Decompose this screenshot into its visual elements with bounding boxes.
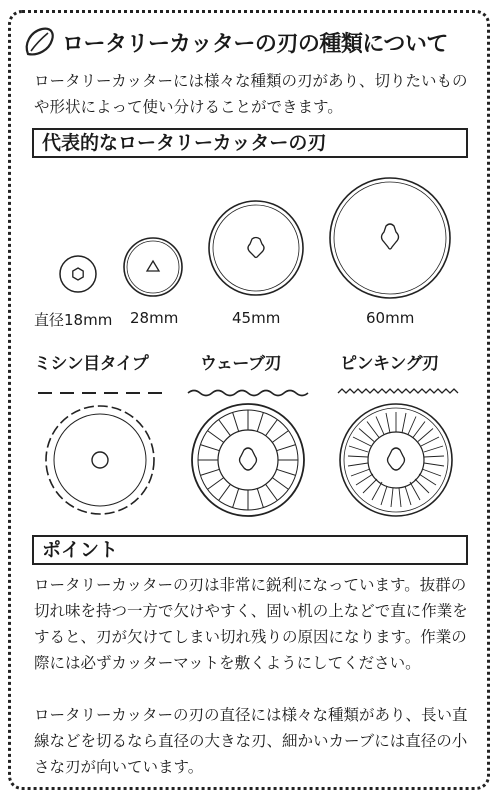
blade-size-label-60: 60mm bbox=[366, 309, 415, 327]
intro-text: ロータリーカッターには様々な種類の刃があり、切りたいものや形状によって使い分けることができます。 bbox=[34, 72, 468, 116]
wave-blade bbox=[192, 404, 304, 516]
point-paragraph-2: ロータリーカッターの刃の直径には様々な種類があり、長い直線などを切るなら直径の大きな刃、細かいカーブには直径の小さな刃が向いています。 bbox=[34, 706, 468, 776]
blade-type-illustrations bbox=[0, 370, 500, 530]
blade-60mm bbox=[330, 178, 450, 298]
blade-28mm bbox=[124, 238, 182, 296]
leaf-icon bbox=[22, 26, 56, 58]
blade-type-label-pinking: ピンキング刃 bbox=[340, 354, 439, 374]
blade-45mm bbox=[209, 201, 303, 295]
blade-size-label-28: 28mm bbox=[130, 309, 179, 327]
title-row bbox=[22, 26, 448, 58]
page-title: ロータリーカッターの刃の種類について bbox=[62, 31, 448, 57]
pinking-blade bbox=[340, 404, 452, 516]
section-heading-point: ポイント bbox=[32, 535, 468, 565]
blade-18mm bbox=[60, 256, 96, 292]
section-heading-representative: 代表的なロータリーカッターの刃 bbox=[32, 128, 468, 158]
blade-type-label-wave: ウェーブ刃 bbox=[200, 354, 281, 374]
point-paragraph-1: ロータリーカッターの刃は非常に鋭利になっています。抜群の切れ味を持つ一方で欠けやすく、固い机の上などで直に作業をすると、刃が欠けてしまい切れ残りの原因になります。作業の際には必ずカッターマットを敷くようにしてください。 bbox=[34, 576, 468, 672]
blade-size-label-18: 直径18mm bbox=[34, 311, 113, 329]
blade-type-label-perforation: ミシン目タイプ bbox=[34, 354, 149, 374]
pinking-line-sample bbox=[338, 389, 458, 393]
perforation-blade bbox=[46, 406, 154, 514]
blade-size-label-45: 45mm bbox=[232, 309, 281, 327]
wave-line-sample bbox=[188, 391, 308, 396]
